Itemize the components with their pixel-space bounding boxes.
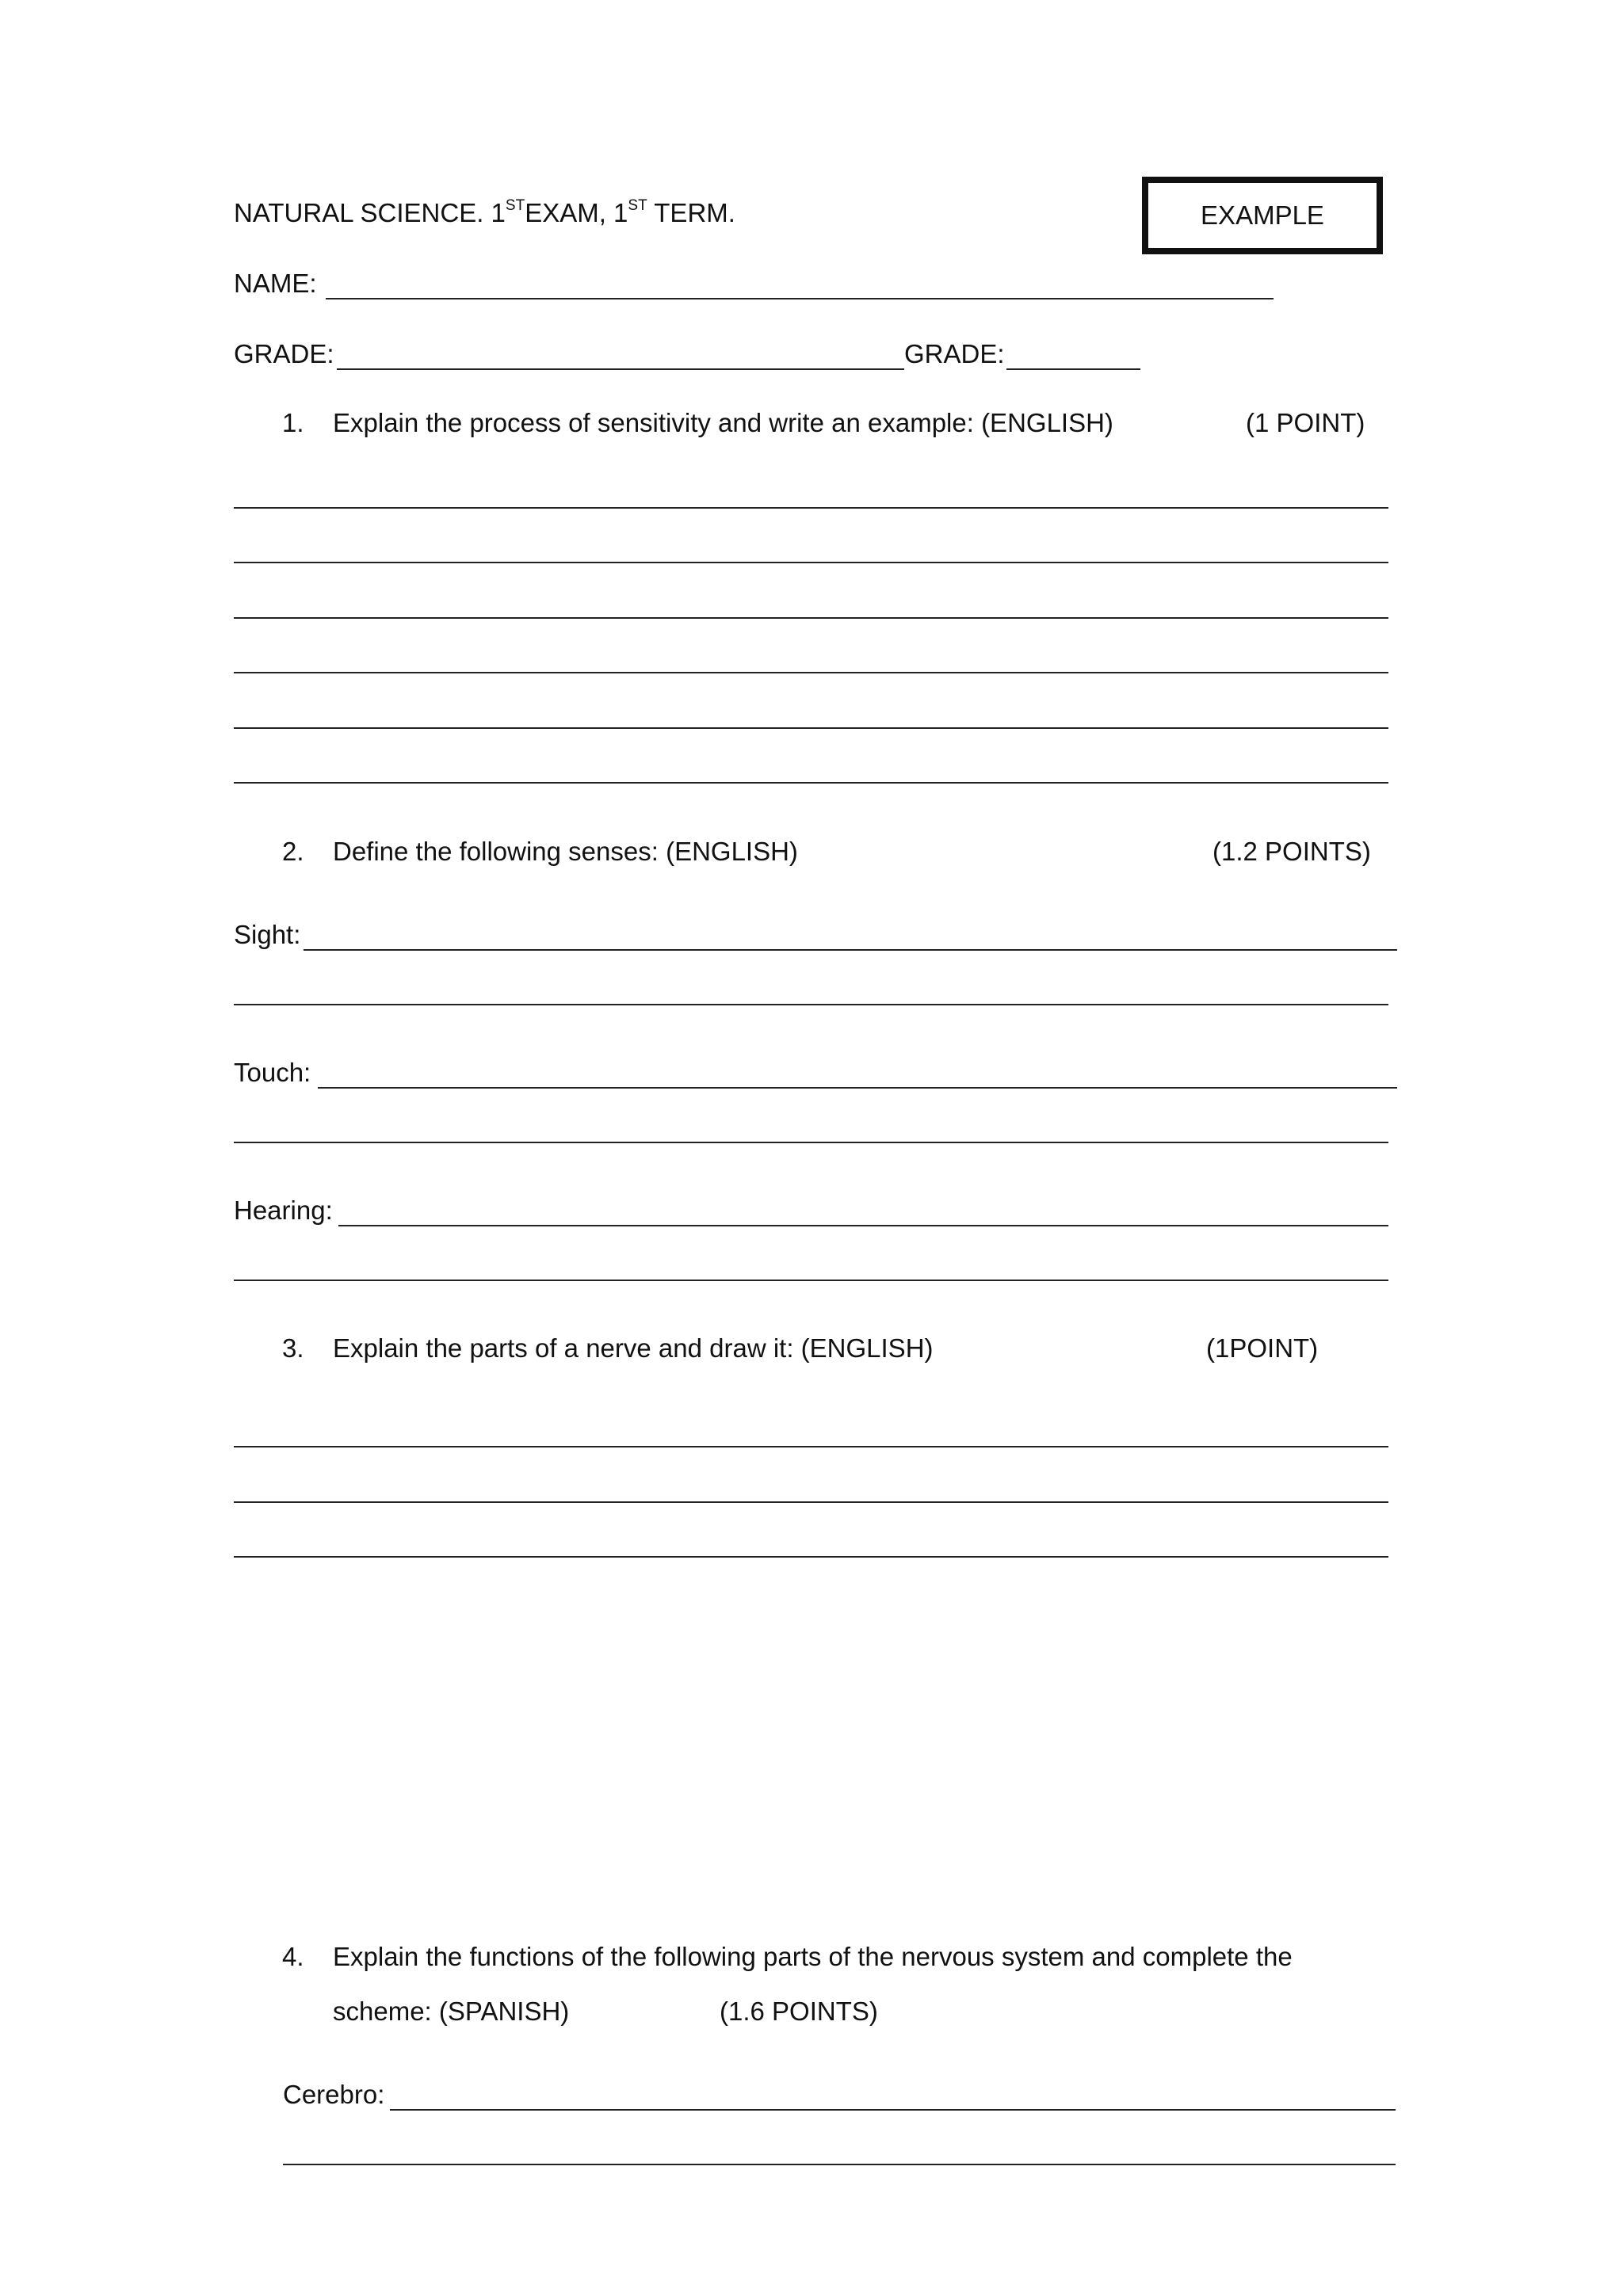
hearing-field[interactable]	[338, 1225, 1388, 1226]
answer-line[interactable]	[234, 1446, 1388, 1447]
touch-label: Touch:	[234, 1058, 311, 1087]
cerebro-field[interactable]	[390, 2109, 1396, 2111]
answer-line[interactable]	[283, 2164, 1396, 2165]
cerebro-label: Cerebro:	[283, 2080, 385, 2109]
answer-line[interactable]	[234, 1280, 1388, 1281]
hearing-label: Hearing:	[234, 1196, 333, 1225]
title-exam: EXAM, 1	[525, 198, 628, 227]
answer-line[interactable]	[234, 782, 1388, 784]
title-superscript-2: ST	[628, 197, 647, 214]
title-term: TERM.	[647, 198, 735, 227]
question-2-text: Define the following senses: (ENGLISH)	[333, 837, 798, 866]
exam-title	[234, 197, 735, 229]
grade-label-2: GRADE:	[904, 339, 1005, 368]
question-2-points: (1.2 POINTS)	[1212, 837, 1371, 866]
title-subject: NATURAL SCIENCE. 1	[234, 198, 506, 227]
question-1-points: (1 POINT)	[1246, 408, 1365, 437]
sight-field[interactable]	[304, 949, 1397, 951]
answer-line[interactable]	[234, 727, 1388, 729]
answer-line[interactable]	[234, 1004, 1388, 1005]
answer-line[interactable]	[234, 507, 1388, 509]
question-1-text: Explain the process of sensitivity and write an example: (ENGLISH)	[333, 408, 1113, 437]
question-4-number: 4.	[282, 1942, 304, 1971]
answer-line[interactable]	[234, 672, 1388, 673]
example-badge	[1142, 177, 1383, 254]
question-3-points: (1POINT)	[1206, 1333, 1319, 1363]
title-superscript-1: ST	[505, 197, 525, 214]
question-4-points: (1.6 POINTS)	[720, 1997, 878, 2026]
name-label: NAME:	[234, 269, 317, 298]
grade-label: GRADE:	[234, 339, 334, 368]
question-4-text-line-2: scheme: (SPANISH)	[333, 1997, 570, 2026]
grade-field-2[interactable]	[1006, 368, 1140, 370]
answer-line[interactable]	[234, 562, 1388, 563]
answer-line[interactable]	[234, 617, 1388, 619]
grade-field[interactable]	[337, 368, 904, 370]
answer-line[interactable]	[234, 1556, 1388, 1558]
answer-line[interactable]	[234, 1142, 1388, 1143]
question-3-number: 3.	[282, 1333, 304, 1363]
example-badge-label: EXAMPLE	[1201, 200, 1324, 230]
sight-label: Sight:	[234, 920, 301, 949]
question-3-text: Explain the parts of a nerve and draw it: (ENGLISH)	[333, 1333, 934, 1363]
name-field[interactable]	[326, 298, 1274, 299]
answer-line[interactable]	[234, 1501, 1388, 1503]
question-4-text: Explain the functions of the following parts of the nervous system and complete the	[333, 1942, 1293, 1971]
question-1-number: 1.	[282, 408, 304, 437]
touch-field[interactable]	[318, 1087, 1397, 1089]
question-2-number: 2.	[282, 837, 304, 866]
